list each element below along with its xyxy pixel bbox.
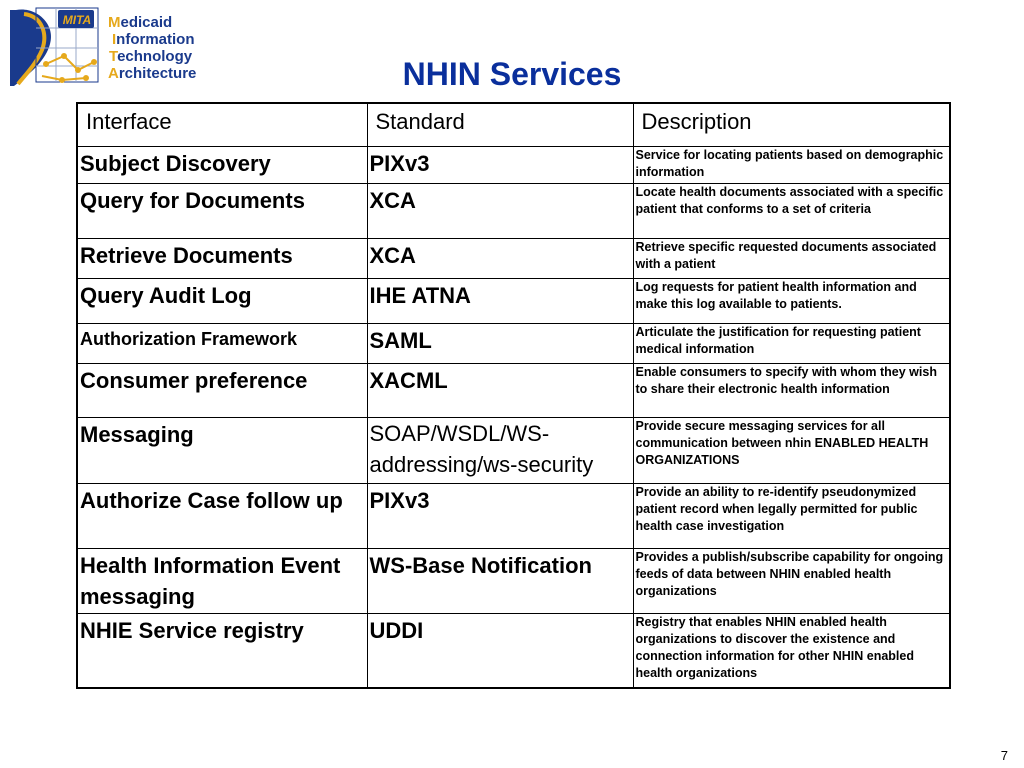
cell-standard [367,364,633,418]
description-text: Provide an ability to re-identify pseudonymized patient record when legally permitted for public health case investigation [635,485,918,533]
table-row [77,484,950,549]
cell-interface [77,549,367,614]
standard-text: XCA [369,243,416,268]
standard-text: WS-Base Notification [369,553,592,578]
cell-interface [77,279,367,324]
wordmark-initial: M [108,14,121,31]
cell-interface [77,184,367,239]
cell-description [633,484,950,549]
page-number: 7 [1000,748,1008,763]
cell-description [633,147,950,184]
cell-standard [367,239,633,279]
interface-text: Authorize Case follow up [80,488,343,513]
interface-text: Query for Documents [80,188,305,213]
header-interface: Interface [77,103,367,147]
table-row [77,279,950,324]
cell-standard [367,279,633,324]
standard-text: UDDI [369,618,424,643]
interface-text: Messaging [80,422,194,447]
cell-description [633,239,950,279]
cell-interface [77,614,367,688]
header-standard: Standard [367,103,633,147]
wordmark-text: nformation [116,31,195,48]
cell-standard [367,324,633,364]
cell-description [633,364,950,418]
cell-description [633,418,950,484]
cell-description [633,279,950,324]
cell-description [633,614,950,688]
cell-interface [77,364,367,418]
interface-text: Health Information Event messaging [80,553,341,609]
interface-text: Consumer preference [80,368,308,393]
standard-text: XCA [369,188,416,213]
wordmark-initial: T [109,48,118,65]
nhin-services-table [76,102,951,689]
standard-text: SOAP/WSDL/WS-addressing/ws-security [369,421,594,477]
standard-text: PIXv3 [369,151,430,176]
standard-text: XACML [369,368,448,393]
interface-text: Query Audit Log [80,283,252,308]
table-row [77,147,950,184]
cell-description [633,549,950,614]
wordmark-initial: A [108,65,119,82]
wordmark-text: edicaid [120,14,173,31]
cell-standard [367,418,633,484]
description-text: Enable consumers to specify with whom they wish to share their electronic health information [635,365,937,396]
cell-standard [367,484,633,549]
interface-text: NHIE Service registry [80,618,304,643]
description-text: Provide secure messaging services for all communication between nhin ENABLED HEALTH ORGANIZATIONS [635,419,929,467]
table-row [77,324,950,364]
description-text: Service for locating patients based on demographic information [635,148,944,179]
standard-text: PIXv3 [369,488,430,513]
cell-standard [367,614,633,688]
wordmark-text: echnology [117,48,193,65]
wordmark-initial: I [112,31,117,48]
slide-title-text: NHIN Services [402,56,622,92]
wordmark-text: rchitecture [118,65,197,82]
table-header-row [77,103,950,147]
table-row [77,184,950,239]
description-text: Log requests for patient health information and make this log available to patients. [635,280,917,311]
cell-standard [367,549,633,614]
cell-standard [367,147,633,184]
table-row [77,549,950,614]
header-description: Description [633,103,950,147]
slide-title [0,56,1024,93]
interface-text: Authorization Framework [80,329,298,349]
table-row [77,239,950,279]
table-row [77,364,950,418]
description-text: Registry that enables NHIN enabled health organizations to discover the existence and connection information for other NHIN enabled health organizations [635,615,914,680]
cell-description [633,324,950,364]
interface-text: Retrieve Documents [80,243,293,268]
description-text: Provides a publish/subscribe capability for ongoing feeds of data between NHIN enabled health organizations [635,550,944,598]
cell-interface [77,147,367,184]
cell-description [633,184,950,239]
description-text: Retrieve specific requested documents associated with a patient [635,240,937,271]
interface-text: Subject Discovery [80,151,271,176]
cell-interface [77,484,367,549]
cell-standard [367,184,633,239]
description-text: Locate health documents associated with a specific patient that conforms to a set of criteria [635,185,944,216]
cell-interface [77,239,367,279]
cell-interface [77,324,367,364]
mita-badge: MITA [62,13,92,27]
cell-interface [77,418,367,484]
description-text: Articulate the justification for requesting patient medical information [635,325,921,356]
table-row [77,418,950,484]
standard-text: SAML [369,328,432,353]
standard-text: IHE ATNA [369,283,471,308]
table-row [77,614,950,688]
